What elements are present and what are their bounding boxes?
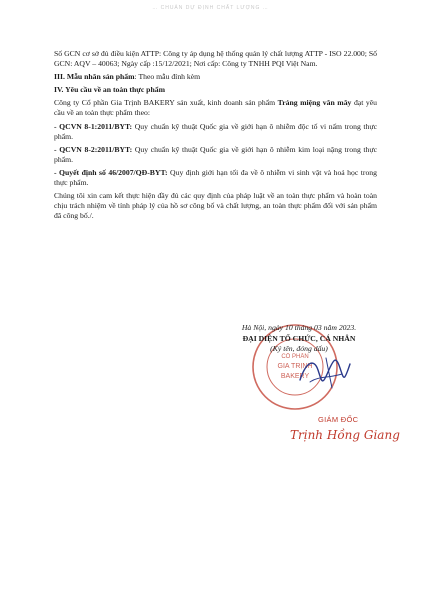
top-watermark: … CHUẨN DỰ ĐỊNH CHẤT LƯỢNG …: [152, 5, 269, 11]
stamp-line: BAKERY: [280, 373, 310, 380]
document-body: [54, 49, 377, 221]
section-3-text: : Theo mẫu đính kèm: [134, 72, 201, 82]
product-name: Tráng miệng vân mây: [277, 98, 352, 108]
standard-code: - Quyết định số 46/2007/QĐ-BYT:: [54, 167, 168, 177]
standard-code: - QCVN 8-2:2011/BYT:: [54, 144, 133, 154]
intro-text: Công ty Cổ phần Gia Trịnh BAKERY sản xuất, kinh doanh sản phẩm: [54, 98, 278, 108]
director-title: GIÁM ĐỐC: [318, 415, 359, 424]
intro-paragraph: [54, 98, 377, 118]
signing-date: Hà Nội, ngày 10 tháng 03 năm 2023.: [241, 323, 357, 332]
section-3: [54, 72, 377, 82]
handwritten-signature: [296, 352, 354, 392]
standard-item: [54, 145, 377, 165]
director-name: Trịnh Hồng Giang: [290, 428, 400, 442]
certificate-paragraph: Số GCN cơ sở đủ điều kiện ATTP: Công ty áp dụng hệ thống quản lý chất lượng ATTP - ISO 22.000; Số GCN: AQV – 40063; Ngày cấp :15/12/2021; Nơi cấp: Công ty TNHH PQI Việt Nam.: [54, 49, 377, 69]
sign-instruction: (Ký tên, đóng dấu): [270, 344, 328, 353]
standard-text: Quy định giới hạn tối đa về ô nhiễm vi sinh vật và hoá học trong thực phẩm.: [54, 167, 377, 188]
standard-item: [54, 168, 377, 188]
standard-text: Quy chuẩn kỹ thuật Quốc gia về giới hạn ô nhiễm kim loại nặng trong thực phẩm.: [54, 144, 377, 164]
standard-code: - QCVN 8-1:2011/BYT:: [54, 121, 133, 131]
stamp-line: GIA TRỊNH: [277, 363, 313, 370]
intro-text-end: đạt yêu cầu về an toàn thực phẩm theo:: [54, 98, 377, 118]
representative-title: ĐẠI DIỆN TỔ CHỨC, CÁ NHÂN: [242, 333, 356, 343]
commitment-paragraph: Chúng tôi xin cam kết thực hiện đầy đủ các quy định của pháp luật về an toàn thực phẩm và hoàn toàn chịu trách nhiệm về tính pháp lý của hồ sơ công bố và chất lượng, an toàn thực phẩm đối với sản phẩm đã công bố./.: [54, 191, 377, 221]
stamp-line: CỔ PHẦN: [281, 354, 309, 360]
standard-item: [54, 122, 377, 142]
standard-text: Quy chuẩn kỹ thuật Quốc gia về giới hạn ô nhiễm độc tố vi nấm trong thực phẩm.: [54, 121, 377, 141]
section-3-heading: III. Mẫu nhãn sản phẩm: [54, 72, 135, 82]
section-4-heading: IV. Yêu cầu về an toàn thực phẩm: [54, 85, 165, 95]
signature-block: [224, 323, 374, 355]
